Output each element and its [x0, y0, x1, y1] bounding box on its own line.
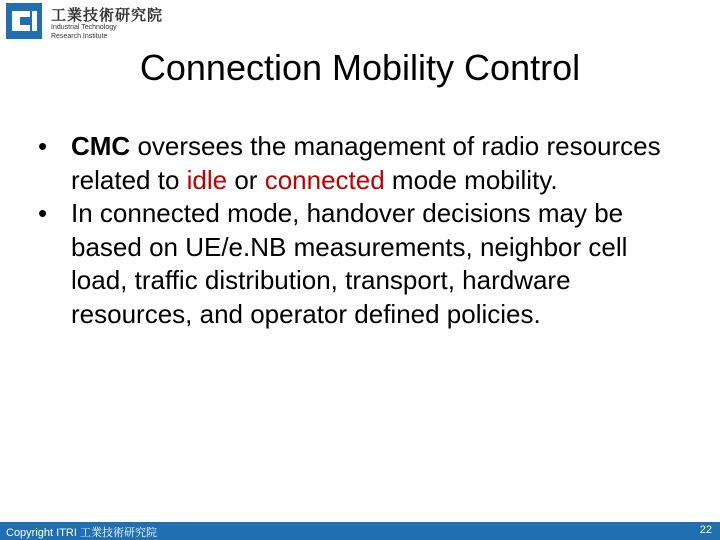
logo-name-chinese: 工業技術研究院 [51, 7, 164, 24]
bullet-1-text-c: mode mobility. [384, 164, 558, 195]
term-idle: idle [186, 164, 228, 195]
bullet-1-text-a: oversees the management of radio resources related to [71, 131, 661, 195]
bullet-list [38, 130, 688, 331]
logo-name-english-line2: Research Institute [51, 33, 108, 40]
bullet-marker: • [38, 131, 48, 161]
page-number: 22 [699, 524, 712, 536]
bullet-marker: • [38, 198, 48, 228]
bullet-1-text-b: or [227, 164, 265, 195]
slide-title: Connection Mobility Control [139, 47, 581, 88]
itri-logo-mark-icon [6, 3, 42, 39]
bullet-2-text: In connected mode, handover decisions may be based on UE/e.NB measurements, neighbor cell load, traffic distribution, transport, hardware resources, and operator defined policies. [71, 198, 628, 329]
logo-name-english-line1: Industrial Technology [51, 24, 117, 31]
footer-bar [0, 522, 720, 540]
bullet-item-1 [38, 130, 688, 197]
footer-copyright: Copyright ITRI 工業技術研究院 [6, 527, 157, 539]
term-cmc: CMC [71, 131, 131, 161]
bullet-item-2 [38, 197, 688, 331]
term-connected: connected [264, 164, 385, 195]
itri-logo [6, 3, 196, 43]
